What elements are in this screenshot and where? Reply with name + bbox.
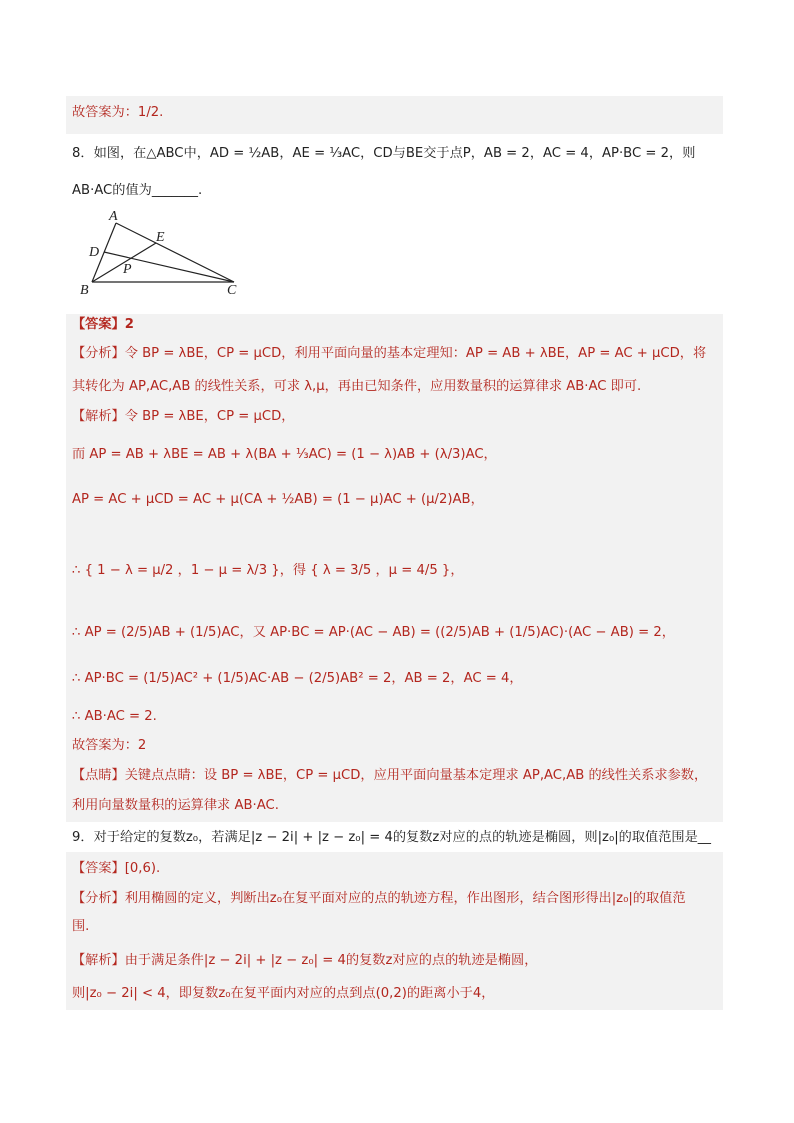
q9-answer: 【答案】[0,6). xyxy=(72,861,161,876)
q9-solution-line2: 则|z₀ − 2i| < 4，即复数z₀在复平面内对应的点到点(0,2)的距离小于4， xyxy=(72,986,495,1001)
top-answer: 故答案为：1/2. xyxy=(72,105,164,120)
label-B: B xyxy=(80,283,89,298)
q8-solution-line3: AP = AC + μCD = AC + μ(CA + ½AB) = (1 − μ)AC + (μ/2)AB， xyxy=(72,492,484,507)
label-D: D xyxy=(89,245,100,260)
q8-tip-line2: 利用向量数量积的运算律求 AB·AC. xyxy=(72,798,279,813)
q8-analysis-line2: 其转化为 AP,AC,AB 的线性关系，可求 λ,μ，再由已知条件，应用数量积的运算律求 AB·AC 即可. xyxy=(72,379,642,394)
q9-analysis-line1: 【分析】利用椭圆的定义，判断出z₀在复平面对应的点的轨迹方程，作出图形，结合图形得出|z₀|的取值范 xyxy=(72,891,686,906)
triangle-figure xyxy=(78,208,248,300)
label-P: P xyxy=(123,262,132,277)
q8-tip-line1: 【点睛】关键点点睛：设 BP = λBE，CP = μCD，应用平面向量基本定理求 AP,AC,AB 的线性关系求参数， xyxy=(72,768,708,783)
q8-solution-line6: ∴ AP·BC = (1/5)AC² + (1/5)AC·AB − (2/5)AB² = 2，AB = 2，AC = 4， xyxy=(72,671,523,686)
q8-answer: 【答案】2 xyxy=(72,317,134,332)
q8-solution-line2: 而 AP = AB + λBE = AB + λ(BA + ⅓AC) = (1 − λ)AB + (λ/3)AC， xyxy=(72,447,497,462)
label-C: C xyxy=(227,283,237,298)
q8-analysis-line1: 【分析】令 BP = λBE，CP = μCD，利用平面向量的基本定理知：AP = AB + λBE，AP = AC + μCD，将 xyxy=(72,346,707,361)
q8-solution-line7: ∴ AB·AC = 2. xyxy=(72,709,157,724)
q8-stem-line1: 8．如图，在△ABC中，AD = ½AB，AE = ⅓AC，CD与BE交于点P，AB = 2，AC = 4，AP·BC = 2，则 xyxy=(72,146,696,161)
q9-stem: 9．对于给定的复数z₀，若满足|z − 2i| + |z − z₀| = 4的复数z对应的点的轨迹是椭圆，则|z₀|的取值范围是__ xyxy=(72,830,711,845)
q8-solution-line5: ∴ AP = (2/5)AB + (1/5)AC，又 AP·BC = AP·(AC − AB) = ((2/5)AB + (1/5)AC)·(AC − AB) = 2， xyxy=(72,625,675,640)
q8-stem-line2: AB·AC的值为_______. xyxy=(72,183,203,198)
answer-band-top xyxy=(66,96,723,134)
q9-analysis-line2: 围. xyxy=(72,919,90,934)
q9-solution-line1: 【解析】由于满足条件|z − 2i| + |z − z₀| = 4的复数z对应的点的轨迹是椭圆， xyxy=(72,953,538,968)
label-A: A xyxy=(109,209,118,224)
q8-final-answer: 故答案为：2 xyxy=(72,738,147,753)
label-E: E xyxy=(156,230,165,245)
q8-solution-line1: 【解析】令 BP = λBE，CP = μCD， xyxy=(72,409,295,424)
q8-solution-line4: ∴ { 1 − λ = μ/2 ，1 − μ = λ/3 }，得 { λ = 3/5 ，μ = 4/5 }， xyxy=(72,563,464,578)
